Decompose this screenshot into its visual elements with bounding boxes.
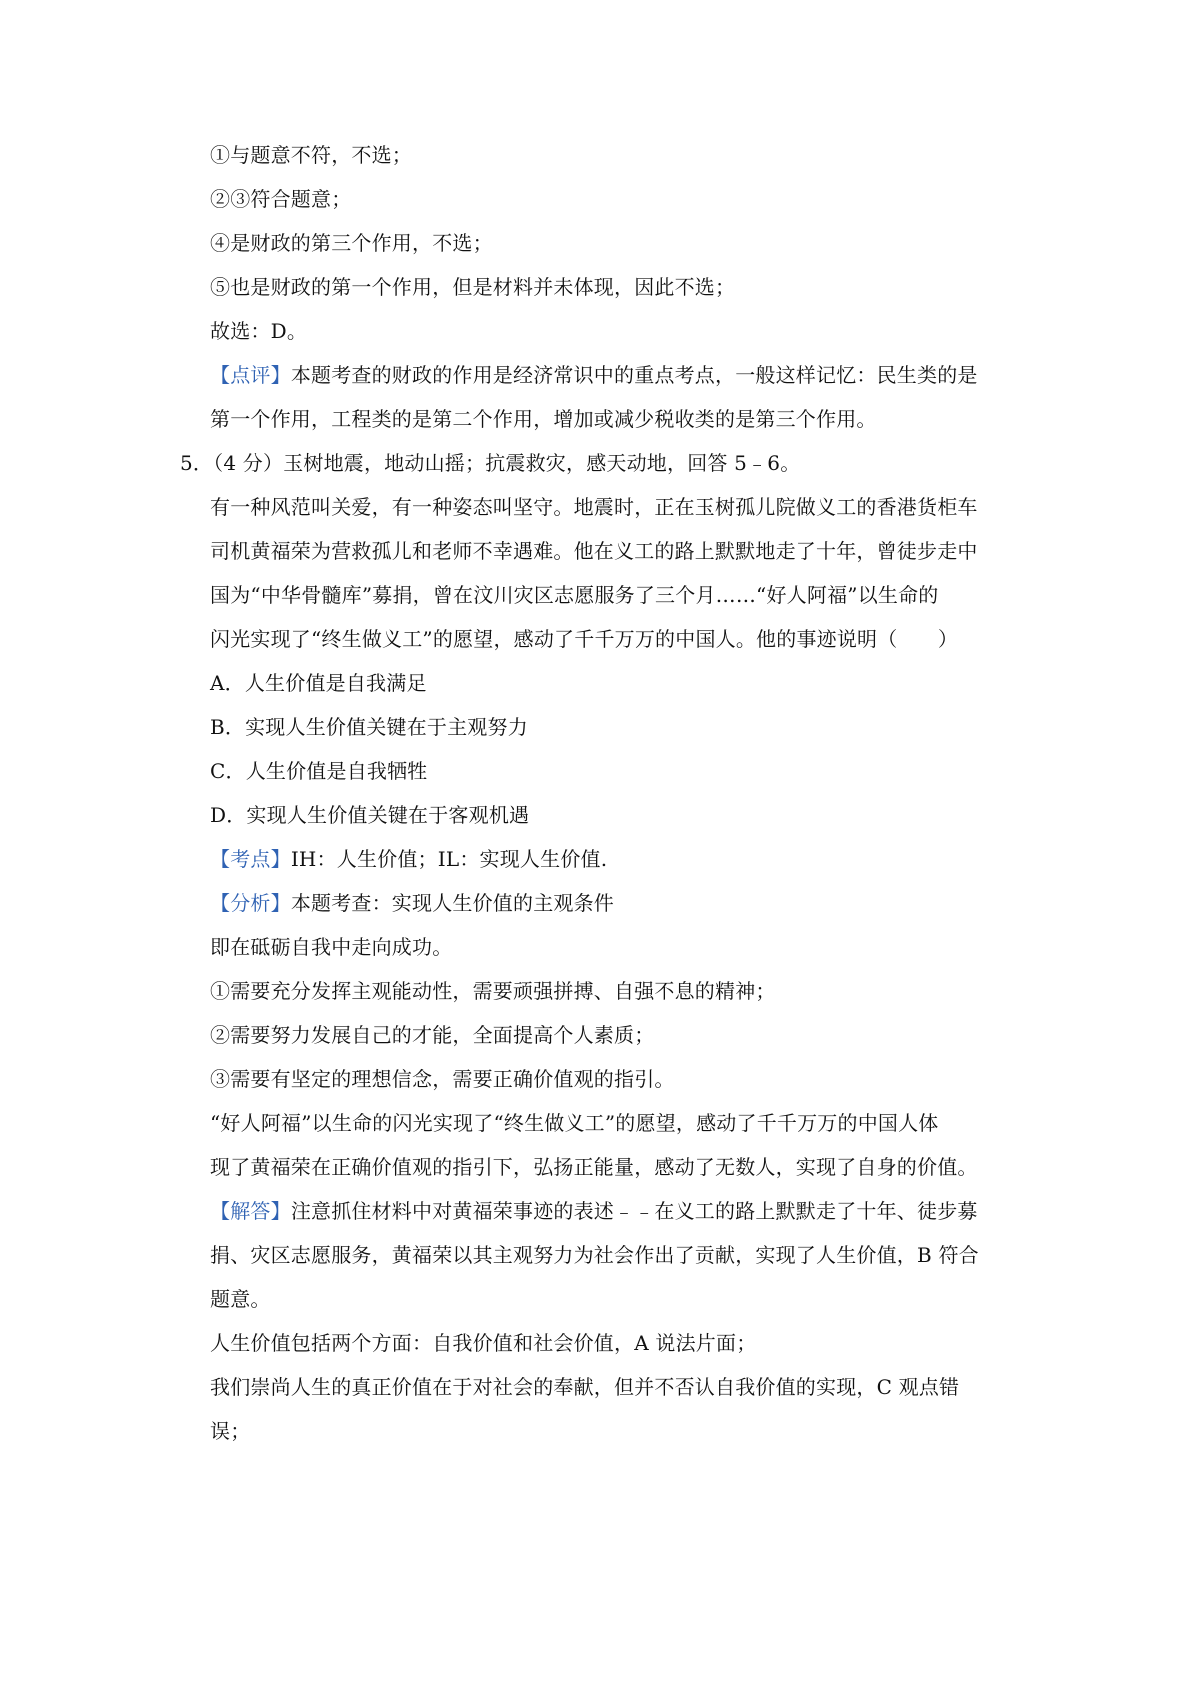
fenxi-line bbox=[210, 888, 614, 918]
analysis-item-1: ①与题意不符，不选； bbox=[210, 143, 412, 167]
comment-line-1 bbox=[210, 360, 978, 390]
material-line-4: 闪光实现了“终生做义工”的愿望，感动了千千万万的中国人。他的事迹说明（ ） bbox=[210, 627, 959, 651]
fenxi-detail-2: ①需要充分发挥主观能动性，需要顽强拼搏、自强不息的精神； bbox=[210, 979, 776, 1003]
analysis-item-2: ②③符合题意； bbox=[210, 187, 352, 211]
answer-choice: 故选：D。 bbox=[210, 319, 308, 343]
comment-text-1: 本题考查的财政的作用是经济常识中的重点考点，一般这样记忆：民生类的是 bbox=[290, 363, 978, 387]
fenxi-detail-5: “好人阿福”以生命的闪光实现了“终生做义工”的愿望，感动了千千万万的中国人体 bbox=[210, 1111, 939, 1135]
fenxi-text: 本题考查：实现人生价值的主观条件 bbox=[290, 891, 615, 915]
jieda-text-1: 注意抓住材料中对黄福荣事迹的表述﹣﹣在义工的路上默默走了十年、徒步募 bbox=[290, 1199, 978, 1223]
jieda-detail-1: 捐、灾区志愿服务，黄福荣以其主观努力为社会作出了贡献，实现了人生价值，B 符合 bbox=[210, 1243, 979, 1267]
fenxi-detail-6: 现了黄福荣在正确价值观的指引下，弘扬正能量，感动了无数人，实现了自身的价值。 bbox=[210, 1155, 978, 1179]
material-line-1: 有一种风范叫关爱，有一种姿态叫坚守。地震时，正在玉树孤儿院做义工的香港货柜车 bbox=[210, 495, 978, 519]
jieda-detail-3: 人生价值包括两个方面：自我价值和社会价值，A 说法片面； bbox=[210, 1331, 757, 1355]
comment-tag: 【点评】 bbox=[210, 363, 291, 387]
fenxi-tag: 【分析】 bbox=[210, 891, 291, 915]
analysis-item-3: ④是财政的第三个作用，不选； bbox=[210, 231, 493, 255]
option-d: D．实现人生价值关键在于客观机遇 bbox=[210, 803, 530, 827]
fenxi-detail-4: ③需要有坚定的理想信念，需要正确价值观的指引。 bbox=[210, 1067, 675, 1091]
option-c: C．人生价值是自我牺牲 bbox=[210, 759, 428, 783]
jieda-line bbox=[210, 1196, 978, 1226]
analysis-item-4: ⑤也是财政的第一个作用，但是材料并未体现，因此不选； bbox=[210, 275, 736, 299]
comment-line-2: 第一个作用，工程类的是第二个作用，增加或减少税收类的是第三个作用。 bbox=[210, 407, 877, 431]
kaodian-line bbox=[210, 844, 607, 874]
jieda-detail-2: 题意。 bbox=[210, 1287, 271, 1311]
fenxi-detail-3: ②需要努力发展自己的才能，全面提高个人素质； bbox=[210, 1023, 655, 1047]
jieda-detail-5: 误； bbox=[210, 1419, 251, 1443]
option-a: A．人生价值是自我满足 bbox=[210, 671, 427, 695]
option-b: B．实现人生价值关键在于主观努力 bbox=[210, 715, 528, 739]
material-line-3: 国为“中华骨髓库”募捐，曾在汶川灾区志愿服务了三个月……“好人阿福”以生命的 bbox=[210, 583, 939, 607]
material-line-2: 司机黄福荣为营救孤儿和老师不幸遇难。他在义工的路上默默地走了十年，曾徒步走中 bbox=[210, 539, 978, 563]
question-5-stem: 5．（4 分）玉树地震，地动山摇；抗震救灾，感天动地，回答 5﹣6。 bbox=[180, 451, 801, 475]
fenxi-detail-1: 即在砥砺自我中走向成功。 bbox=[210, 935, 453, 959]
jieda-detail-4: 我们崇尚人生的真正价值在于对社会的奉献，但并不否认自我价值的实现，C 观点错 bbox=[210, 1375, 960, 1399]
jieda-tag: 【解答】 bbox=[210, 1199, 291, 1223]
kaodian-tag: 【考点】 bbox=[210, 847, 291, 871]
kaodian-text: IH：人生价值；IL：实现人生价值. bbox=[290, 847, 608, 871]
